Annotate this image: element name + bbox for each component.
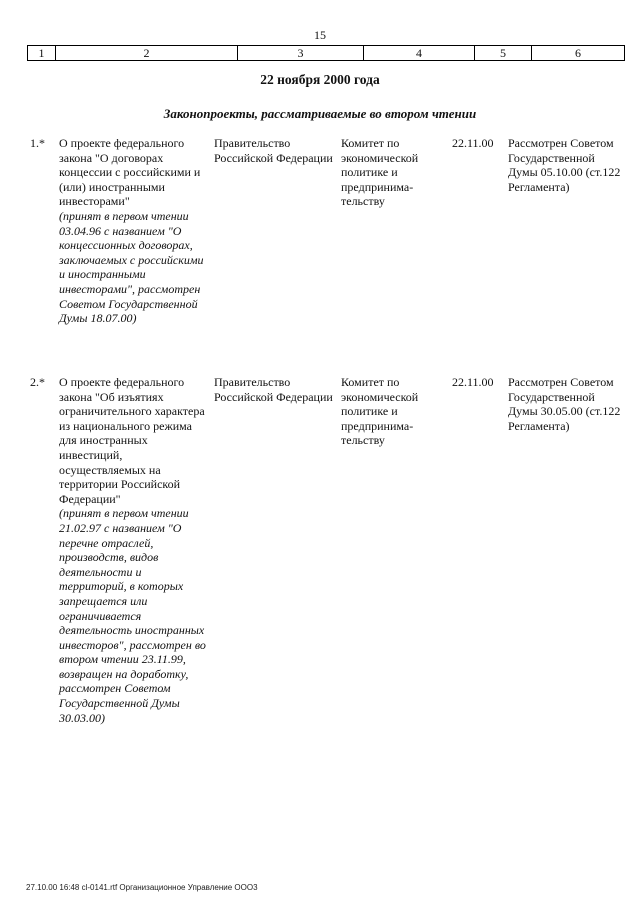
section-subtitle: Законопроекты, рассматриваемые во втором чтении [163,106,477,121]
column-header-3: 3 [238,46,364,61]
entry-date: 22.11.00 [452,136,494,150]
entry-number: 1.* [30,136,45,150]
column-header-5: 5 [475,46,532,61]
entry-author: Правительство Российской Федерации [214,375,333,404]
column-header-2: 2 [56,46,238,61]
column-header-6: 6 [532,46,625,61]
entry-status: Рассмотрен Советом Государственной Думы 05.10.00 (ст.122 Регламента) [508,136,621,194]
entry-title-text: О проекте федерального закона "Об изъятиях ограничительного характера из национального режима для иностранных инвестиций, осуществляемых на территории Российской Федерации" [59,375,205,506]
page-footer: 27.10.00 16:48 cl-0141.rtf Организационное Управление ООО3 [26,883,258,892]
entry-title-text: О проекте федерального закона "О договорах концессии с российскими и (или) иностранными инвесторами" [59,136,201,209]
column-number-header [27,45,625,61]
entry-status: Рассмотрен Советом Государственной Думы 30.05.00 (ст.122 Регламента) [508,375,621,433]
entry-note: (принят в первом чтении 03.04.96 с названием "О концессионных договорах, заключаемых с российскими и иностранными инвесторами", рассмотрен Советом Государственной Думы 18.07.00) [59,208,204,326]
entry-note: (принят в первом чтении 21.02.97 с названием "О перечне отраслей, производств, видов деятельности и территорий, в которых запрещается или ограничивается деятельность иностранных инвесторов", рассмотрен во втором чтении 23.11.99, возвращен на доработку, рассмотрен Советом Государственной Думы 30.03.00) [59,506,206,725]
entry-committee: Комитет по экономической политике и предпринима-тельству [341,136,419,209]
column-header-4: 4 [364,46,475,61]
entry-author: Правительство Российской Федерации [214,136,333,165]
entry-number: 2.* [30,375,45,389]
entry-date: 22.11.00 [452,375,494,389]
section-date: 22 ноября 2000 года [260,72,380,87]
entry-title [59,136,209,326]
entry-committee: Комитет по экономической политике и предпринима-тельству [341,375,419,448]
column-header-1: 1 [28,46,56,61]
page-number: 15 [314,28,326,42]
entry-title [59,375,209,725]
